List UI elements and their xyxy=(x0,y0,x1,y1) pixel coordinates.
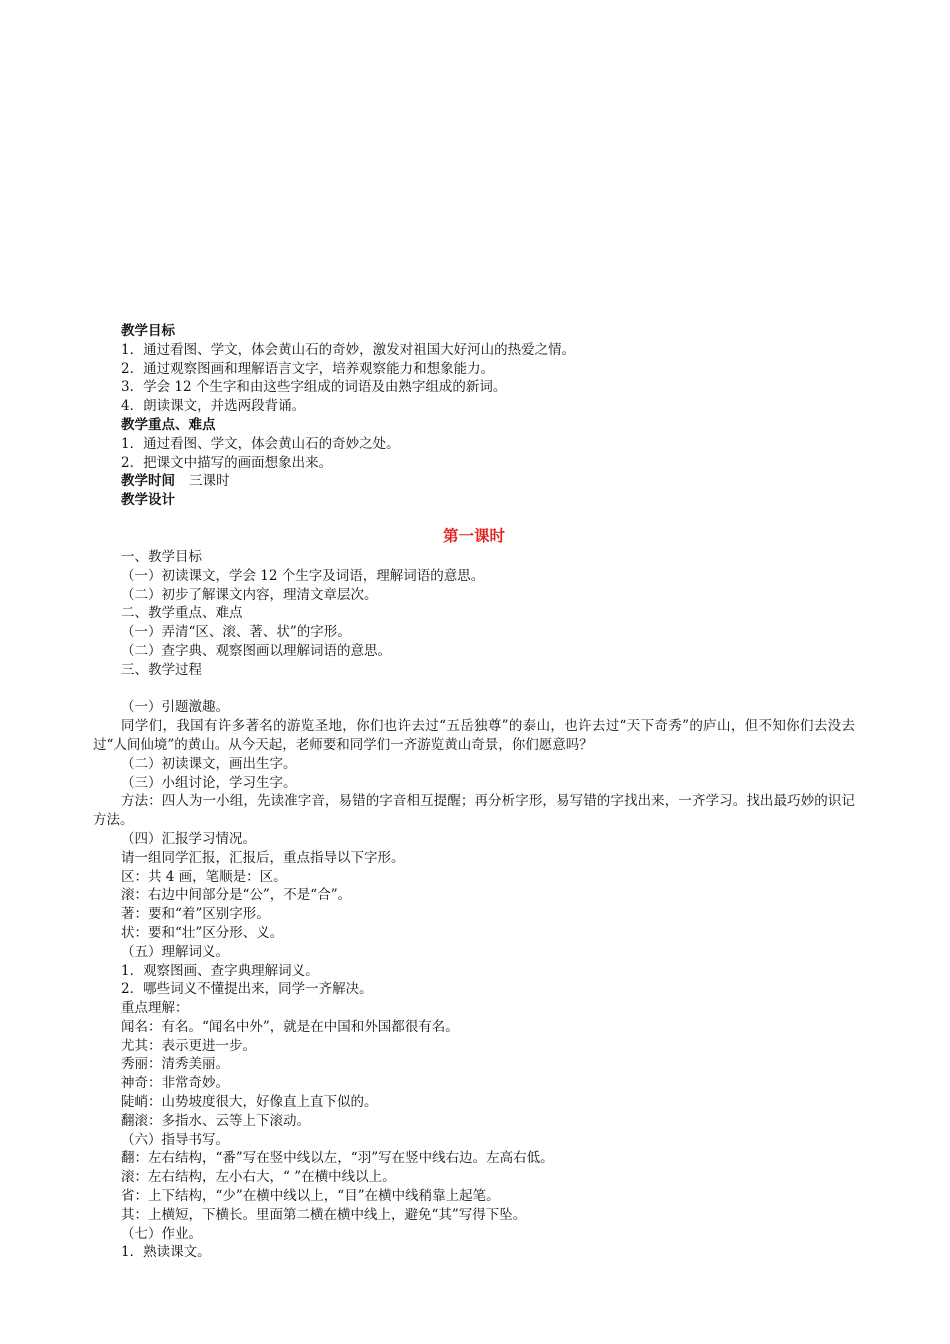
lesson-line: 重点理解： xyxy=(121,1000,189,1017)
lesson-line: 神奇：非常奇妙。 xyxy=(121,1075,229,1092)
lesson-line: （二）初读课文，画出生字。 xyxy=(121,755,297,772)
lesson-line: （四）汇报学习情况。 xyxy=(121,830,256,847)
lesson-line: （一）引题激趣。 xyxy=(121,699,229,716)
lesson-line: （二）初步了解课文内容，理清文章层次。 xyxy=(121,586,378,603)
time-heading xyxy=(93,472,855,491)
lesson-title: 第一课时 xyxy=(442,526,505,545)
objective-item: 2．通过观察图画和理解语言文字，培养观察能力和想象能力。 xyxy=(121,360,495,377)
lesson-line: 滚：右边中间部分是“公”，不是“合”。 xyxy=(121,887,352,904)
lesson-line: 状：要和“壮”区分形、义。 xyxy=(121,924,284,941)
lesson-line: 其：上横短，下横长。里面第二横在横中线上，避免“其”写得下坠。 xyxy=(121,1206,527,1223)
objective-item: 4．朗读课文，并选两段背诵。 xyxy=(121,398,306,415)
key-point-item: 2．把课文中描写的画面想象出来。 xyxy=(121,454,333,471)
key-point-item: 1．通过看图、学文，体会黄山石的奇妙之处。 xyxy=(121,435,400,452)
objective-item: 1．通过看图、学文，体会黄山石的奇妙，激发对祖国大好河山的热爱之情。 xyxy=(121,341,576,358)
lesson-line: （五）理解词义。 xyxy=(121,943,229,960)
blank-line xyxy=(93,680,855,699)
time-heading-label: 教学时间 xyxy=(121,473,175,490)
method-paragraph: 方法：四人为一小组，先读准字音，易错的字音相互提醒；再分析字形，易写错的字找出来，一齐学习。找出最巧妙的识记方法。 xyxy=(93,793,855,829)
lesson-line: 省：上下结构，“少”在横中线以上，“目”在横中线稍靠上起笔。 xyxy=(121,1188,500,1205)
lesson-line: 三、教学过程 xyxy=(121,661,202,678)
lesson-line: （一）初读课文，学会 12 个生字及词语，理解词语的意思。 xyxy=(121,567,485,584)
lesson-line: 1．熟读课文。 xyxy=(121,1244,211,1261)
lesson-line: （三）小组讨论，学习生字。 xyxy=(121,774,297,791)
time-value: 三课时 xyxy=(189,473,230,490)
lesson-line: 一、教学目标 xyxy=(121,548,202,565)
lesson-line: 1．观察图画、查字典理解词义。 xyxy=(121,962,319,979)
lesson-line: 区：共 4 画，笔顺是：区。 xyxy=(121,868,287,885)
lesson-line: 2．哪些词义不懂提出来，同学一齐解决。 xyxy=(121,981,373,998)
objective-item: 3．学会 12 个生字和由这些字组成的词语及由熟字组成的新词。 xyxy=(121,379,507,396)
intro-paragraph: 同学们，我国有许多著名的游览圣地，你们也许去过“五岳独尊”的泰山，也许去过“天下奇秀”的庐山，但不知你们去没去过“人间仙境”的黄山。从今天起，老师要和同学们一齐游览黄山奇景，你们愿意吗？ xyxy=(93,718,855,753)
lesson-line: （一）弄清“区、滚、著、状”的字形。 xyxy=(121,624,351,641)
lesson-line: （六）指导书写。 xyxy=(121,1131,229,1148)
key-points-heading: 教学重点、难点 xyxy=(121,416,216,433)
lesson-line: 著：要和“着”区别字形。 xyxy=(121,906,270,923)
lesson-line: 二、教学重点、难点 xyxy=(121,605,243,622)
lesson-line: 秀丽：清秀美丽。 xyxy=(121,1056,229,1073)
objectives-heading: 教学目标 xyxy=(121,323,175,339)
design-heading: 教学设计 xyxy=(121,492,175,509)
document-page xyxy=(93,322,855,1262)
lesson-line: （七）作业。 xyxy=(121,1225,202,1242)
lesson-line: 闻名：有名。“闻名中外”，就是在中国和外国都很有名。 xyxy=(121,1018,459,1035)
lesson-line: 请一组同学汇报，汇报后，重点指导以下字形。 xyxy=(121,849,405,866)
lesson-line: 翻：左右结构，“番”写在竖中线以左，“羽”写在竖中线右边。左高右低。 xyxy=(121,1150,554,1167)
lesson-line: 陡峭：山势坡度很大，好像直上直下似的。 xyxy=(121,1094,378,1111)
lesson-line: （二）查字典、观察图画以理解词语的意思。 xyxy=(121,642,391,659)
lesson-line: 翻滚：多指水、云等上下滚动。 xyxy=(121,1112,310,1129)
lesson-line: 滚：左右结构，左小右大，“ ”在横中线以上。 xyxy=(121,1169,396,1186)
lesson-line: 尤其：表示更进一步。 xyxy=(121,1037,256,1054)
